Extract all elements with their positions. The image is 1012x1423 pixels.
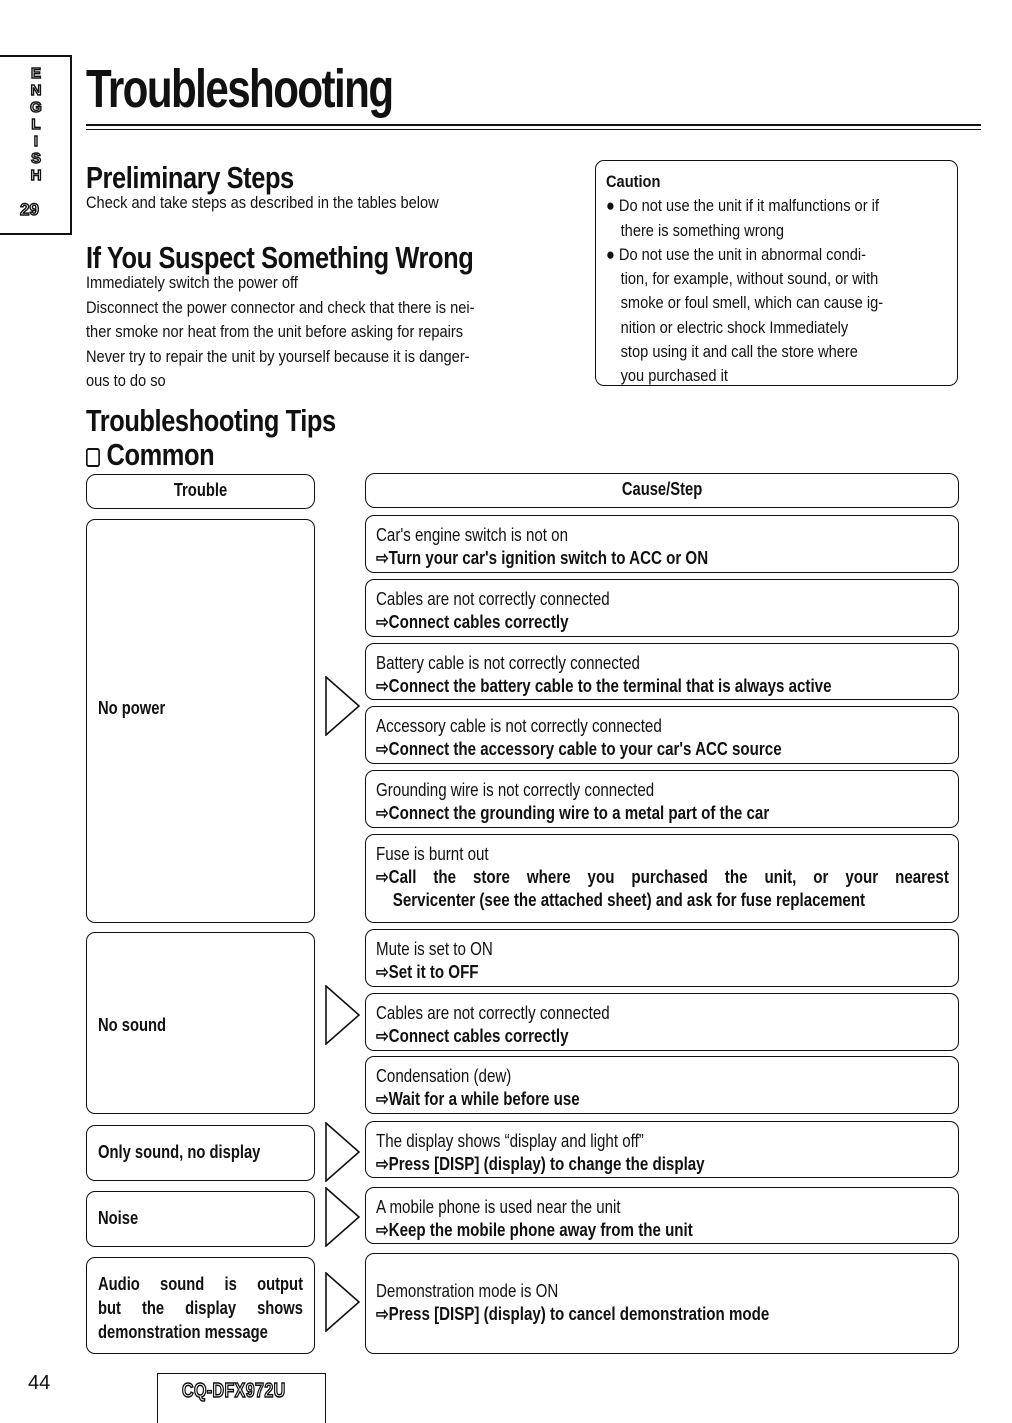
preliminary-text: Check and take steps as described in the tables below	[86, 193, 439, 212]
language-letter: H	[30, 167, 42, 184]
cause-text: Demonstration mode is ON	[376, 1281, 559, 1301]
suspect-line: Disconnect the power connector and check that there is nei-	[86, 297, 475, 317]
trouble-label: Audio sound is output but the display shows demonstration message	[98, 1274, 303, 1342]
caution-bullet-continued: there is something wrong	[620, 220, 784, 240]
cause-text: Mute is set to ON	[376, 939, 493, 959]
arrow-right-icon	[325, 1122, 361, 1182]
cause-step-cell	[365, 1187, 959, 1244]
step-text: ⇨Set it to OFF	[376, 962, 479, 982]
arrow-right-icon	[325, 985, 361, 1045]
page-number: 44	[28, 1372, 51, 1394]
cause-step-cell	[365, 993, 959, 1051]
cause-text: Condensation (dew)	[376, 1066, 512, 1086]
cause-step-cell	[365, 929, 959, 987]
caution-bullet-continued: smoke or foul smell, which can cause ig-	[620, 293, 884, 313]
step-text: ⇨Turn your car's ignition switch to ACC or ON	[376, 548, 709, 568]
step-text: ⇨Wait for a while before use	[376, 1089, 580, 1109]
cause-step-cell	[365, 579, 959, 637]
language-side-tab	[0, 55, 72, 235]
step-text: ⇨Call the store where you purchased the unit, or your nearest	[376, 867, 949, 887]
language-letter: L	[31, 116, 41, 133]
trouble-label: No power	[98, 698, 166, 718]
language-letter: E	[30, 65, 41, 82]
suspect-heading: If You Suspect Something Wrong	[86, 240, 474, 275]
cause-text: Accessory cable is not correctly connected	[376, 716, 662, 736]
common-subheading	[86, 437, 214, 473]
cause-step-cell	[365, 643, 959, 700]
caution-bullets	[606, 194, 950, 388]
step-text: ⇨Press [DISP] (display) to change the display	[376, 1154, 705, 1174]
trouble-cell	[86, 1191, 315, 1247]
suspect-line: Never try to repair the unit by yourself because it is danger-	[86, 346, 470, 366]
tips-heading: Troubleshooting Tips	[86, 403, 336, 438]
column-header-trouble: Trouble	[86, 474, 315, 509]
common-label: Common	[106, 437, 215, 472]
model-name: CQ-DFX972U	[182, 1380, 286, 1402]
arrow-right-icon	[325, 1187, 361, 1247]
section-number: 29	[20, 200, 39, 219]
title-rule	[86, 124, 981, 130]
language-letter: N	[30, 82, 42, 99]
cause-text: Grounding wire is not correctly connected	[376, 780, 655, 800]
model-label-box	[157, 1373, 326, 1423]
step-text: ⇨Connect cables correctly	[376, 612, 569, 632]
cause-step-cell	[365, 1056, 959, 1114]
step-text: ⇨Connect the battery cable to the terminal that is always active	[376, 676, 832, 696]
cause-text: Cables are not correctly connected	[376, 589, 610, 609]
caution-bullet: ● Do not use the unit in abnormal condi-	[606, 244, 866, 264]
caution-bullet-continued: stop using it and call the store where	[620, 342, 858, 362]
caution-title: Caution	[606, 172, 661, 191]
trouble-cell	[86, 1125, 315, 1181]
trouble-label: Only sound, no display	[98, 1142, 261, 1162]
checkbox-square-icon	[86, 448, 100, 467]
language-letter: I	[33, 133, 39, 150]
suspect-line: ous to do so	[86, 371, 166, 390]
arrow-right-icon	[325, 676, 361, 736]
cause-step-cell	[365, 1121, 959, 1178]
preliminary-heading: Preliminary Steps	[86, 160, 294, 195]
arrow-right-icon	[325, 1272, 361, 1332]
trouble-cell	[86, 519, 315, 923]
trouble-label: No sound	[98, 1015, 167, 1035]
cause-step-cell	[365, 770, 959, 828]
language-letter: G	[30, 99, 42, 116]
cause-step-cell	[365, 515, 959, 573]
cause-text: Cables are not correctly connected	[376, 1003, 610, 1023]
suspect-line: ther smoke nor heat from the unit before asking for repairs	[86, 322, 464, 341]
cause-text: A mobile phone is used near the unit	[376, 1197, 621, 1217]
step-text: ⇨Connect the accessory cable to your car's ACC source	[376, 739, 782, 759]
step-text: ⇨Connect the grounding wire to a metal part of the car	[376, 803, 770, 823]
language-letter: S	[30, 150, 41, 167]
cause-text: The display shows “display and light off”	[376, 1131, 644, 1151]
caution-bullet-continued: you purchased it	[620, 366, 728, 386]
cause-text: Car's engine switch is not on	[376, 525, 568, 545]
cause-text: Fuse is burnt out	[376, 844, 489, 864]
cause-step-cell	[365, 706, 959, 764]
step-text: ⇨Keep the mobile phone away from the unit	[376, 1220, 693, 1240]
cause-step-cell	[365, 834, 959, 923]
suspect-text	[86, 271, 474, 394]
step-text: ⇨Connect cables correctly	[376, 1026, 569, 1046]
language-label	[28, 65, 44, 184]
step-text: ⇨Press [DISP] (display) to cancel demonstration mode	[376, 1304, 770, 1324]
suspect-line: Immediately switch the power off	[86, 273, 298, 292]
page-title: Troubleshooting	[86, 59, 393, 119]
caution-box	[595, 160, 958, 386]
step-text: Servicenter (see the attached sheet) and ask for fuse replacement	[392, 890, 866, 910]
caution-bullet-continued: tion, for example, without sound, or with	[620, 269, 879, 289]
caution-bullet-continued: nition or electric shock Immediately	[620, 317, 849, 337]
column-header-cause: Cause/Step	[365, 473, 959, 508]
cause-step-cell	[365, 1253, 959, 1354]
trouble-cell	[86, 1257, 315, 1354]
caution-bullet: ● Do not use the unit if it malfunctions or if	[606, 196, 879, 216]
cause-text: Battery cable is not correctly connected	[376, 653, 640, 673]
trouble-label: Noise	[98, 1208, 139, 1228]
trouble-cell	[86, 932, 315, 1114]
